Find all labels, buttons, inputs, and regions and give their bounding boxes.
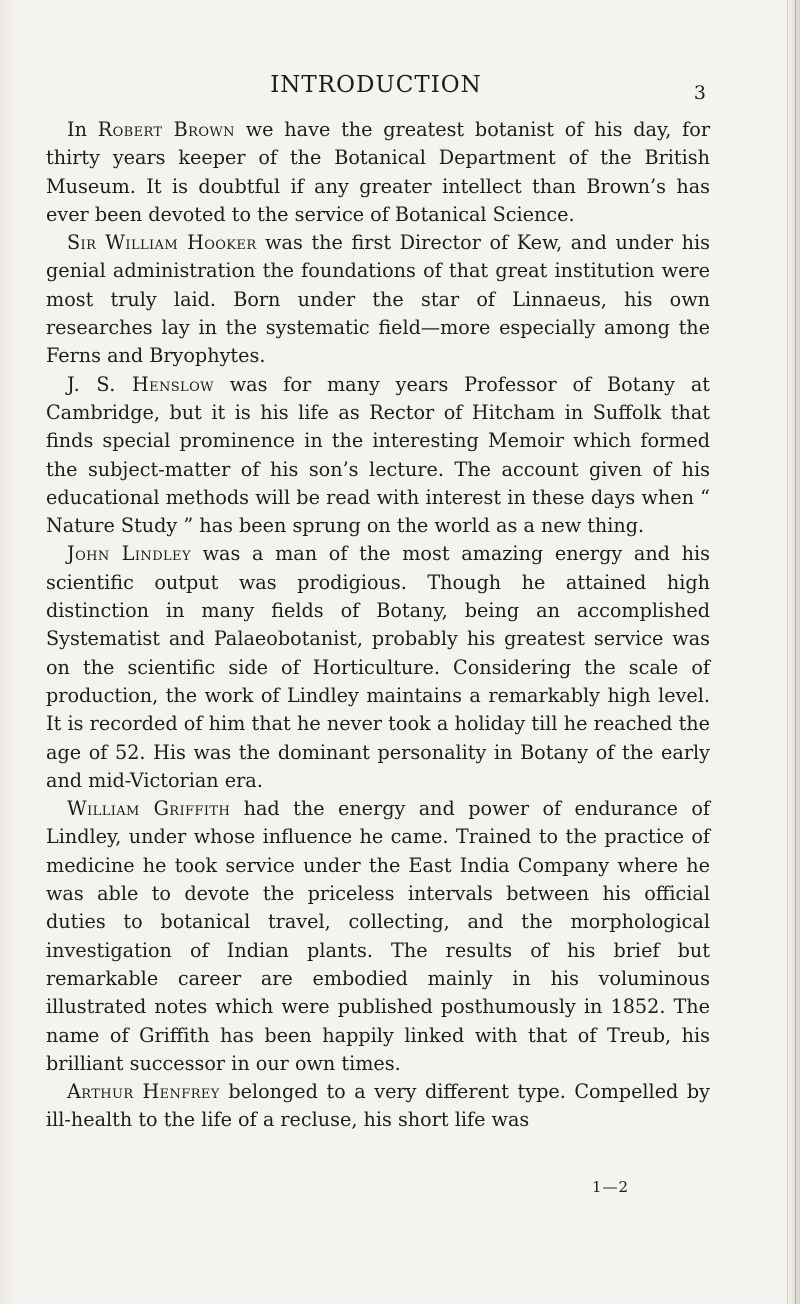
person-name: William Griffith [67,797,231,821]
paragraph-william-griffith [46,795,710,1078]
paragraph-john-lindley [46,540,710,795]
paragraph-arthur-henfrey [46,1078,710,1135]
person-name: Arthur Henfrey [67,1080,220,1104]
paragraph-text: was a man of the most amazing energy and his scientific output was prodigious. Though he attained high distinction in many fields of Botany, being an accomplished Systematist and Palaeobotanist, probably his greatest service was on the scientific side of Horticulture. Considering the scale of production, the work of Lindley maintains a remarkably high level. It is recorded of him that he never took a holiday till he reached the age of 52. His was the dominant personality in Botany of the early and mid-Victorian era. [46,542,710,792]
signature-mark: 1—2 [592,1178,630,1196]
paragraph-robert-brown [46,116,710,229]
body-text [46,116,710,1135]
paragraph-text: was the first Director of Kew, and under his genial administration the foundations of that great institution were most truly laid. Born under the star of Linnaeus, his own researches lay in the systematic field—more especially among the Ferns and Bryophytes. [46,231,710,368]
running-head: INTRODUCTION [270,72,482,98]
page-number: 3 [693,82,706,104]
paragraph-text: belonged to a very different type. Compelled by ill-health to the life of a recluse, his short life was [46,1080,710,1132]
page-edge [787,0,800,1304]
paragraph-text: we have the greatest botanist of his day, for thirty years keeper of the Botanical Department of the British Museum. It is doubtful if any greater intellect than Brown’s has ever been devoted to the service of Botanical Science. [46,118,710,226]
paragraph-william-hooker [46,229,710,370]
page-gutter-shadow [0,0,14,1304]
person-name: John Lindley [67,542,191,566]
page-header [46,72,706,102]
paragraph-text: had the energy and power of endurance of Lindley, under whose influence he came. Trained to the practice of medicine he took service under the East India Company where he was able to devote the priceless intervals between his official duties to botanical travel, collecting, and the morphological investigation of Indian plants. The results of his brief but remarkable career are embodied mainly in his voluminous illustrated notes which were published posthumously in 1852. The name of Griffith has been happily linked with that of Treub, his brilliant successor in our own times. [46,797,711,1075]
paragraph-prefix: In [67,118,98,141]
person-name: J. S. Henslow [67,372,214,396]
page-edge-line [795,0,796,1304]
person-name: Sir William Hooker [67,231,257,255]
paragraph-henslow [46,371,710,541]
person-name: Robert Brown [97,118,235,141]
paragraph-text: was for many years Professor of Botany at Cambridge, but it is his life as Rector of Hitcham in Suffolk that finds special prominence in the interesting Memoir which formed the subject-matter of his son’s lecture. The account given of his educational methods will be read with interest in these days when “ Nature Study ” has been sprung on the world as a new thing. [46,372,710,538]
